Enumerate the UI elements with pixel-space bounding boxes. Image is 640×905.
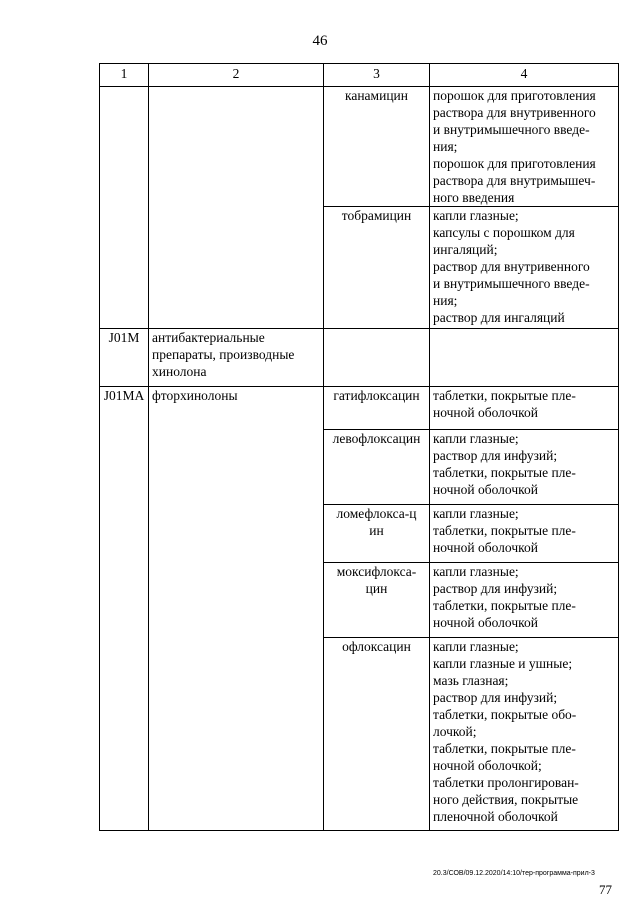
table-row (100, 87, 619, 207)
dosage-form-line: ного действия, покрытые (433, 792, 579, 807)
dosage-forms-cell (430, 505, 619, 563)
drug-name-cell: гатифлоксацин (324, 387, 430, 430)
dosage-forms-cell (430, 563, 619, 638)
dosage-form-line: и внутримышечного введе- (433, 122, 590, 137)
dosage-form-line: таблетки, покрытые пле- (433, 741, 576, 756)
dosage-forms-cell (430, 638, 619, 831)
drug-name-text: моксифлокса-цин (336, 564, 417, 596)
dosage-form-line: ночной оболочкой (433, 615, 538, 630)
dosage-form-line: таблетки, покрытые обо- (433, 707, 577, 722)
atc-code-cell (100, 87, 149, 329)
drug-name-cell (324, 329, 430, 387)
medication-table (99, 63, 619, 831)
dosage-forms-cell (430, 329, 619, 387)
dosage-form-line: капсулы с порошком для (433, 225, 575, 240)
dosage-form-line: раствора для внутривенного (433, 105, 596, 120)
dosage-form-line: капли глазные; (433, 564, 519, 579)
dosage-form-line: таблетки, покрытые пле- (433, 465, 576, 480)
drug-name-cell: тобрамицин (324, 207, 430, 329)
dosage-form-line: мазь глазная; (433, 673, 509, 688)
dosage-form-line: капли глазные и ушные; (433, 656, 573, 671)
drug-name-cell (324, 563, 430, 638)
dosage-forms-cell (430, 430, 619, 505)
dosage-form-line: и внутримышечного введе- (433, 276, 590, 291)
dosage-form-line: раствор для инфузий; (433, 690, 558, 705)
group-cell: антибактериальные препараты, производные хинолона (149, 329, 324, 387)
footer-page-number: 77 (599, 882, 612, 897)
drug-name-cell (324, 505, 430, 563)
dosage-form-line: ного введения (433, 190, 515, 205)
dosage-forms-cell (430, 387, 619, 430)
dosage-form-line: раствор для инфузий; (433, 581, 558, 596)
dosage-form-line: раствора для внутримышеч- (433, 173, 596, 188)
drug-name-cell: левофлоксацин (324, 430, 430, 505)
dosage-form-line: таблетки, покрытые пле- (433, 598, 576, 613)
dosage-form-line: капли глазные; (433, 639, 519, 654)
header-cell-3: 3 (324, 64, 430, 87)
dosage-form-line: таблетки пролонгирован- (433, 775, 579, 790)
dosage-form-line: ночной оболочкой (433, 540, 538, 555)
header-cell-4: 4 (430, 64, 619, 87)
drug-name-cell: канамицин (324, 87, 430, 207)
table-row (100, 329, 619, 387)
header-cell-1: 1 (100, 64, 149, 87)
dosage-form-line: лочкой; (433, 724, 477, 739)
dosage-form-line: ночной оболочкой (433, 482, 538, 497)
dosage-form-line: капли глазные; (433, 506, 519, 521)
drug-name-cell: офлоксацин (324, 638, 430, 831)
dosage-form-line: порошок для приготовления (433, 156, 596, 171)
dosage-form-line: капли глазные; (433, 431, 519, 446)
atc-code-cell: J01M (100, 329, 149, 387)
dosage-form-line: пленочной оболочкой (433, 809, 558, 824)
dosage-form-line: порошок для приготовления (433, 88, 596, 103)
table-header-row (100, 64, 619, 87)
dosage-forms-cell (430, 207, 619, 329)
footer-document-stamp: 20.3/СОВ/09.12.2020/14:10/тер-программа-прил-3 (433, 870, 595, 877)
drug-name-text: ломефлокса-цин (336, 506, 417, 538)
dosage-form-line: ночной оболочкой; (433, 758, 542, 773)
dosage-form-line: раствор для инфузий; (433, 448, 558, 463)
group-cell (149, 87, 324, 329)
group-cell: фторхинолоны (149, 387, 324, 831)
dosage-form-line: раствор для ингаляций (433, 310, 565, 325)
dosage-form-line: таблетки, покрытые пле- (433, 523, 576, 538)
header-cell-2: 2 (149, 64, 324, 87)
dosage-forms-cell (430, 87, 619, 207)
dosage-form-line: таблетки, покрытые пле- (433, 388, 576, 403)
dosage-form-line: капли глазные; (433, 208, 519, 223)
page-number: 46 (312, 33, 328, 49)
dosage-form-line: ингаляций; (433, 242, 498, 257)
table-row (100, 387, 619, 430)
dosage-form-line: раствор для внутривенного (433, 259, 590, 274)
dosage-form-line: ния; (433, 293, 458, 308)
dosage-form-line: ния; (433, 139, 458, 154)
atc-code-cell: J01MA (100, 387, 149, 831)
dosage-form-line: ночной оболочкой (433, 405, 538, 420)
